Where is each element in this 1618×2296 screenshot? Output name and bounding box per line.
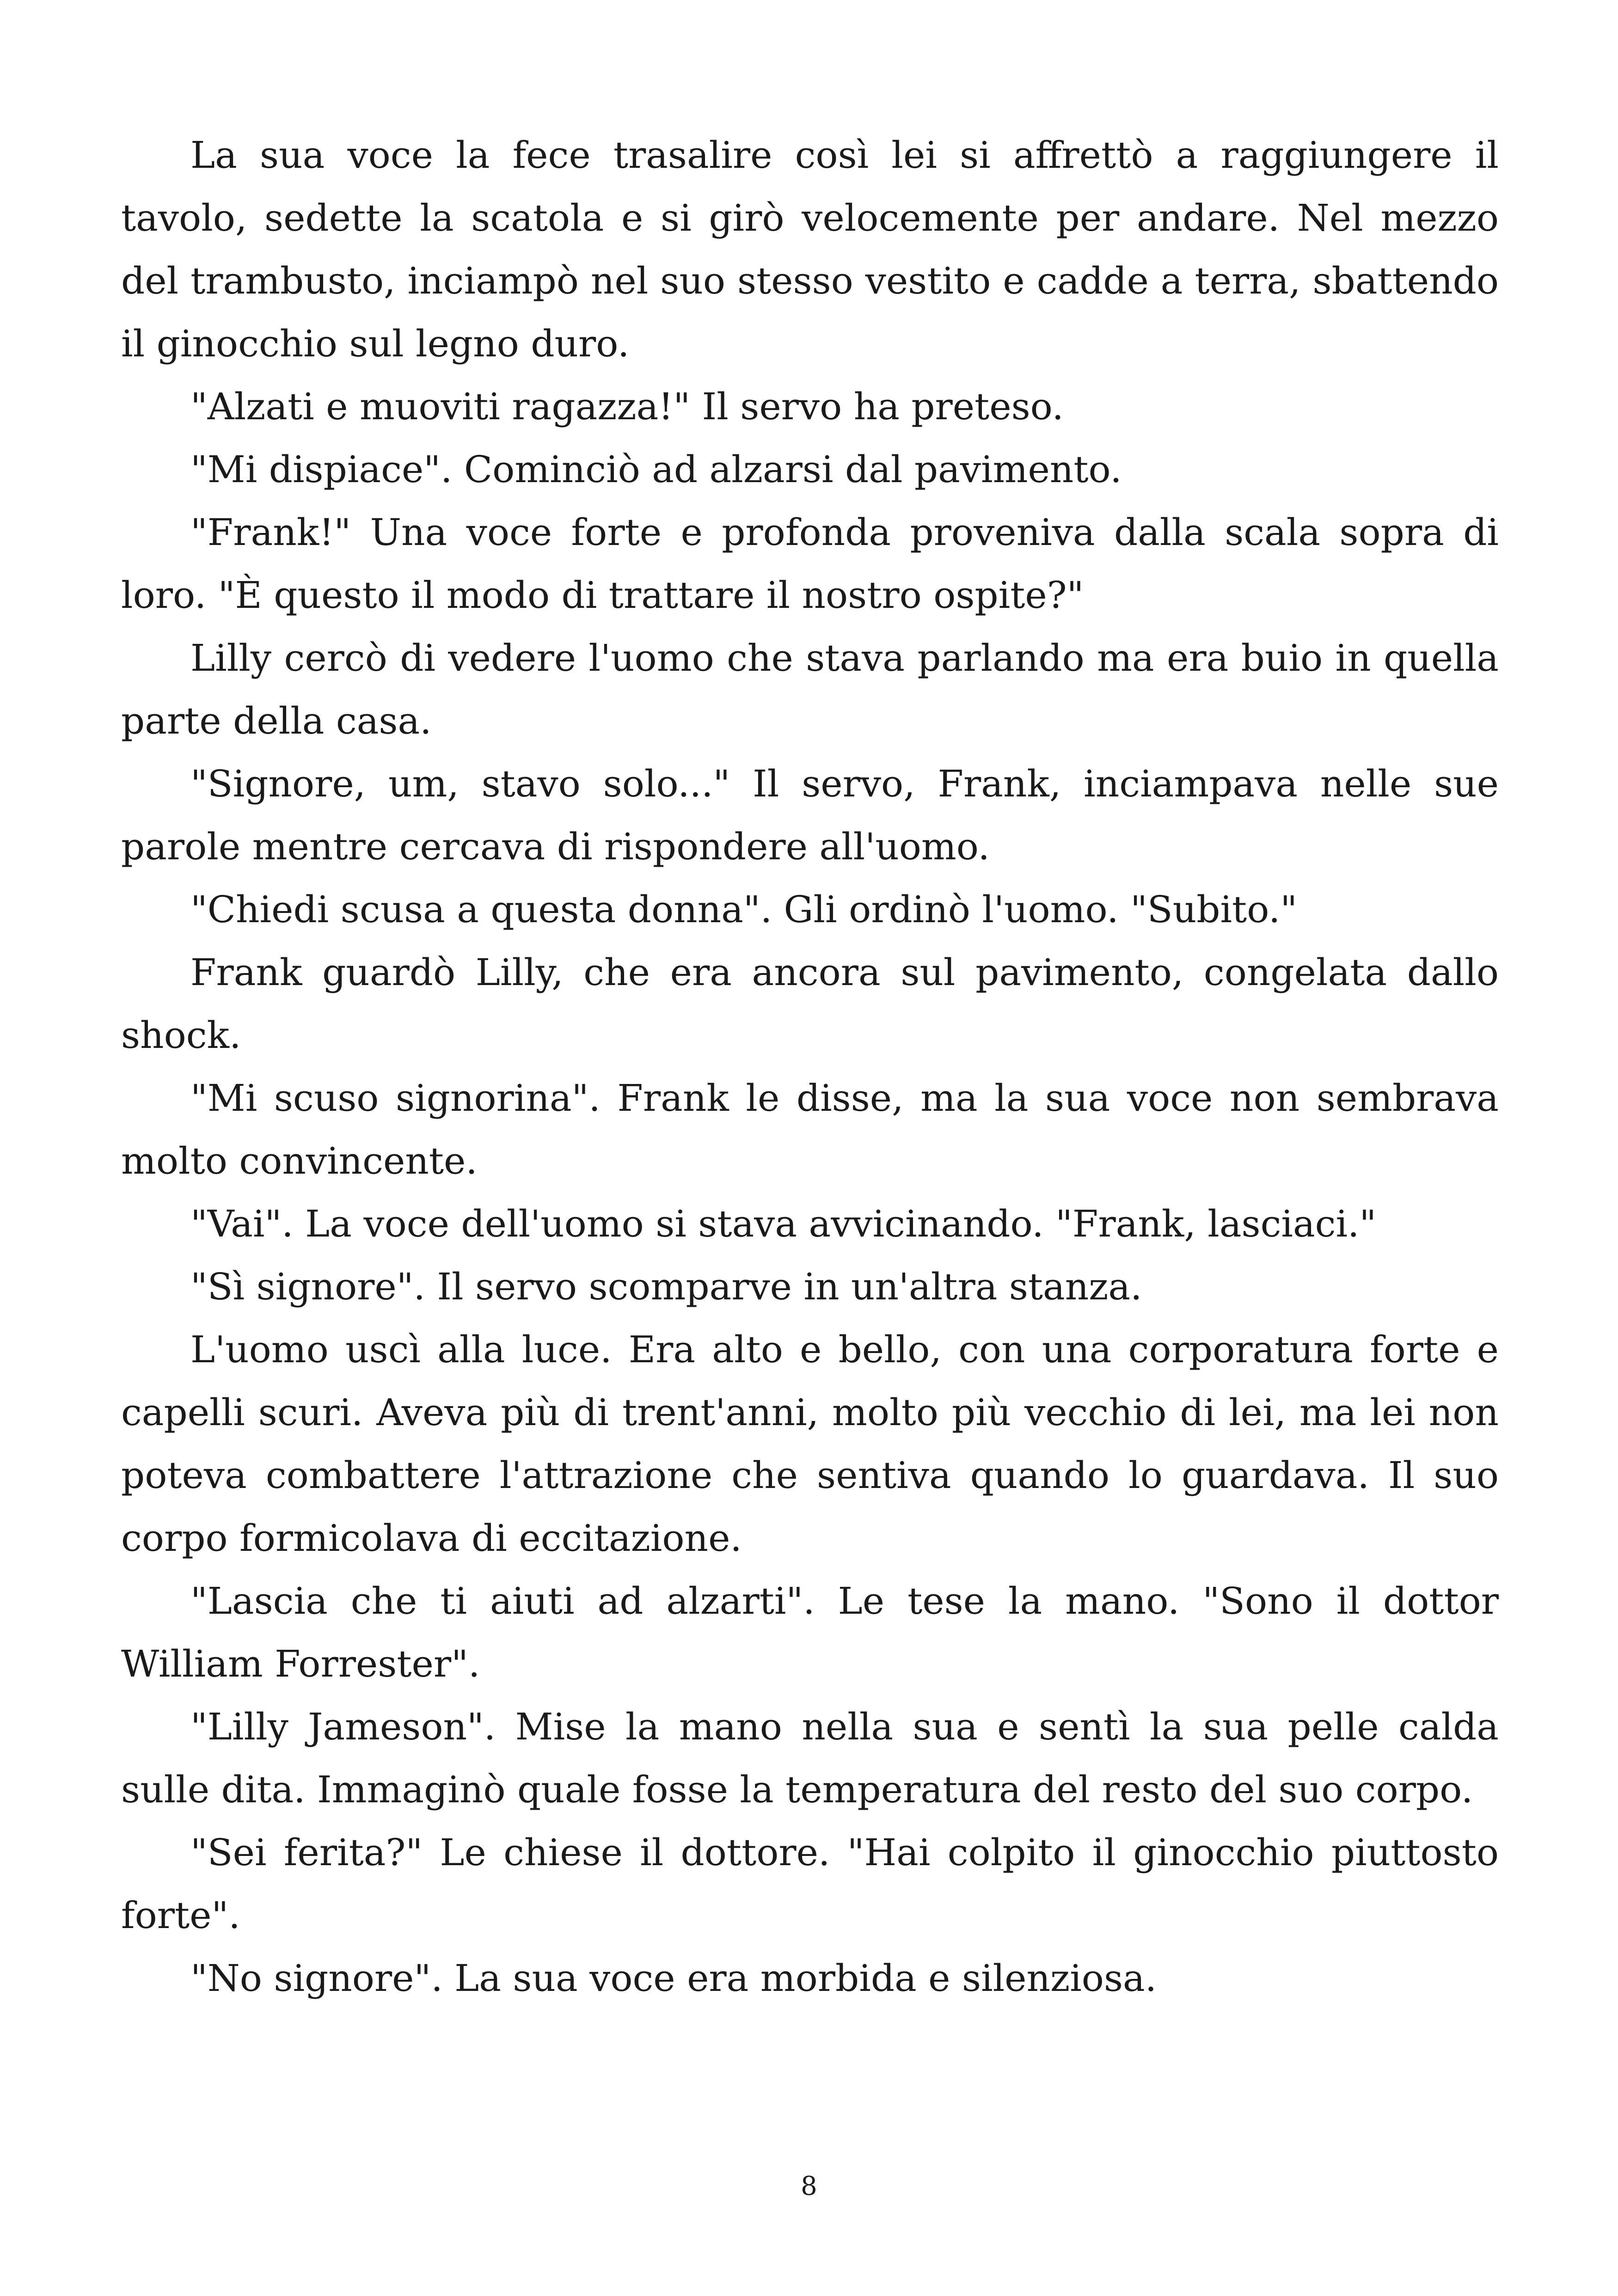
paragraph: "Chiedi scusa a questa donna". Gli ordinò l'uomo. "Subito." <box>190 888 1298 931</box>
paragraph: "Lilly Jameson". Mise la mano nella sua e sentì la sua pelle calda sulle dita. Immaginò quale fosse la temperatura del resto del suo corpo. <box>121 1705 1499 1811</box>
paragraph: La sua voce la fece trasalire così lei si affrettò a raggiungere il tavolo, sedette la scatola e si girò velocemente per andare. Nel mezzo del trambusto, inciampò nel suo stesso vestito e cadde a terra, sbattendo il ginocchio sul legno duro. <box>121 134 1499 365</box>
paragraph: "Signore, um, stavo solo..." Il servo, Frank, inciampava nelle sue parole mentre cercava di rispondere all'uomo. <box>121 762 1499 868</box>
paragraph: Lilly cercò di vedere l'uomo che stava parlando ma era buio in quella parte della casa. <box>121 637 1499 742</box>
page-number: 8 <box>801 2171 817 2201</box>
paragraph: "Sì signore". Il servo scomparve in un'altra stanza. <box>190 1265 1142 1308</box>
paragraph: "Vai". La voce dell'uomo si stava avvicinando. "Frank, lasciaci." <box>190 1202 1377 1245</box>
paragraph: L'uomo uscì alla luce. Era alto e bello, con una corporatura forte e capelli scuri. Aveva più di trent'anni, molto più vecchio di lei, ma lei non poteva combattere l'attrazione che sentiva quando lo guardava. Il suo corpo formicolava di eccitazione. <box>121 1328 1499 1560</box>
paragraph: "Frank!" Una voce forte e profonda proveniva dalla scala sopra di loro. "È questo il modo di trattare il nostro ospite?" <box>121 511 1499 617</box>
paragraph: "Sei ferita?" Le chiese il dottore. "Hai colpito il ginocchio piuttosto forte". <box>121 1831 1499 1937</box>
paragraph: "No signore". La sua voce era morbida e silenziosa. <box>190 1957 1157 2000</box>
paragraph: "Lascia che ti aiuti ad alzarti". Le tese la mano. "Sono il dottor William Forrester". <box>121 1580 1499 1685</box>
page-body <box>121 124 1499 2010</box>
paragraph: "Alzati e muoviti ragazza!" Il servo ha preteso. <box>190 385 1064 428</box>
paragraph: Frank guardò Lilly, che era ancora sul pavimento, congelata dallo shock. <box>121 951 1499 1057</box>
paragraph: "Mi scuso signorina". Frank le disse, ma la sua voce non sembrava molto convincente. <box>121 1077 1499 1182</box>
paragraph: "Mi dispiace". Cominciò ad alzarsi dal pavimento. <box>190 448 1122 491</box>
